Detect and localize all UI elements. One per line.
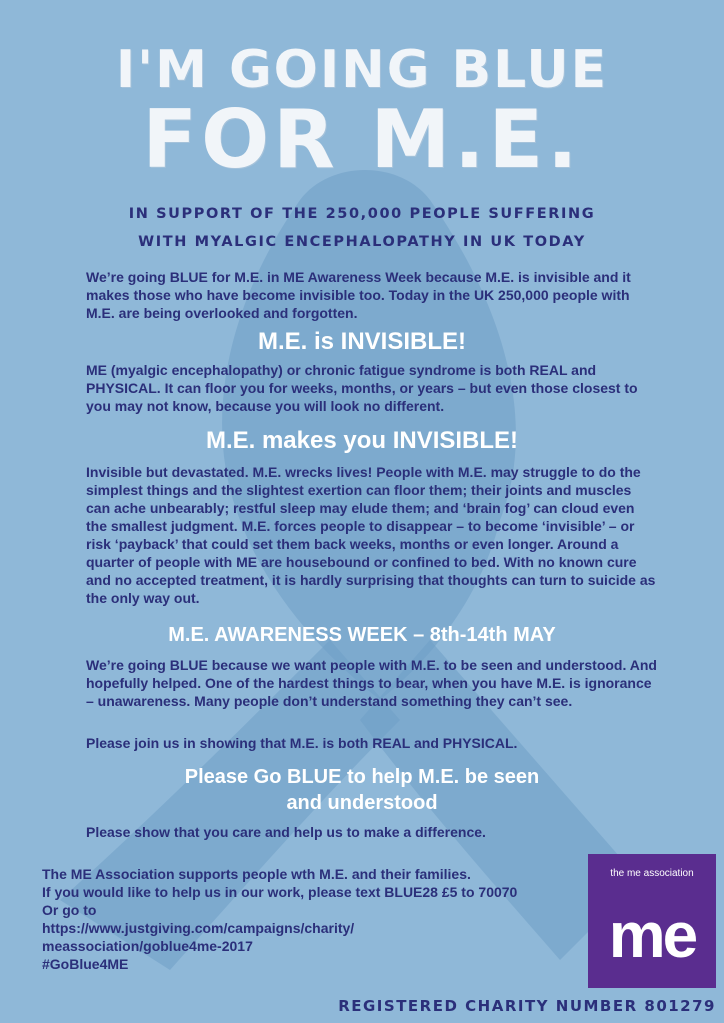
heading-go-blue-call-to-action	[0, 764, 724, 816]
heading-me-makes-you-invisible: M.E. makes you INVISIBLE!	[205, 427, 519, 454]
cta-heading-line-2: and understood	[286, 792, 438, 814]
cta-paragraph: Please show that you care and help us to make a difference.	[86, 824, 486, 840]
me-association-logo	[588, 854, 716, 988]
registered-charity-number: REGISTERED CHARITY NUMBER 801279	[338, 997, 716, 1015]
awareness-paragraph: We’re going BLUE because we want people with M.E. to be seen and understood. And hopefully helped. One of the hardest things to bear, when you have M.E. is ignorance – unawareness. Many people don’t understand something they can’t see.	[86, 657, 657, 709]
heading-me-is-invisible: M.E. is INVISIBLE!	[257, 328, 467, 355]
subtitle-line-1: IN SUPPORT OF THE 250,000 PEOPLE SUFFERING	[128, 206, 596, 222]
cta-heading-line-1: Please Go BLUE to help M.E. be seen	[184, 766, 540, 788]
logo-me-mark: me	[608, 899, 696, 971]
contact-block	[42, 865, 562, 973]
heading-awareness-week: M.E. AWARENESS WEEK – 8th-14th MAY	[168, 624, 556, 646]
headline-line-2: FOR M.E.	[142, 93, 582, 186]
hashtag: #GoBlue4ME	[42, 956, 129, 972]
contact-line-text-donate: If you would like to help us in our work, please text BLUE28 £5 to 70070	[42, 884, 518, 900]
contact-line-or-go-to: Or go to	[42, 902, 97, 918]
donation-link-part-2[interactable]: meassociation/goblue4me-2017	[42, 938, 253, 954]
intro-paragraph: We’re going BLUE for M.E. in ME Awareness Week because M.E. is invisible and it makes those who have become invisible too. Today in the UK 250,000 people with M.E. are being overlooked and forgotten.	[86, 269, 631, 321]
logo-organisation-name: the me association	[610, 868, 694, 879]
makes-invisible-paragraph: Invisible but devastated. M.E. wrecks lives! People with M.E. may struggle to do the simplest things and the slightest exertion can floor them; their joints and muscles can ache unbearably; restful sleep may elude them; and ‘brain fog’ can cloud even the smallest judgment. M.E. forces people to disappear – to become ‘invisible’ – or risk ‘payback’ that could set them back weeks, months or even longer. Around a quarter of people with ME are housebound or confined to bed. With no known cure and no accepted treatment, it is hardly surprising that thoughts can turn to suicide as the only way out.	[86, 464, 656, 606]
headline-line-1: I'M GOING BLUE	[115, 40, 609, 100]
subtitle-line-2: WITH MYALGIC ENCEPHALOPATHY IN UK TODAY	[138, 234, 586, 250]
donation-link-part-1[interactable]: https://www.justgiving.com/campaigns/charity/	[42, 920, 355, 936]
contact-line-support: The ME Association supports people wth M.E. and their families.	[42, 866, 471, 882]
join-us-paragraph: Please join us in showing that M.E. is both REAL and PHYSICAL.	[86, 735, 518, 751]
invisible-paragraph: ME (myalgic encephalopathy) or chronic fatigue syndrome is both REAL and PHYSICAL. It can floor you for weeks, months, or years – but even those closest to you may not know, because you will look no different.	[86, 362, 638, 414]
